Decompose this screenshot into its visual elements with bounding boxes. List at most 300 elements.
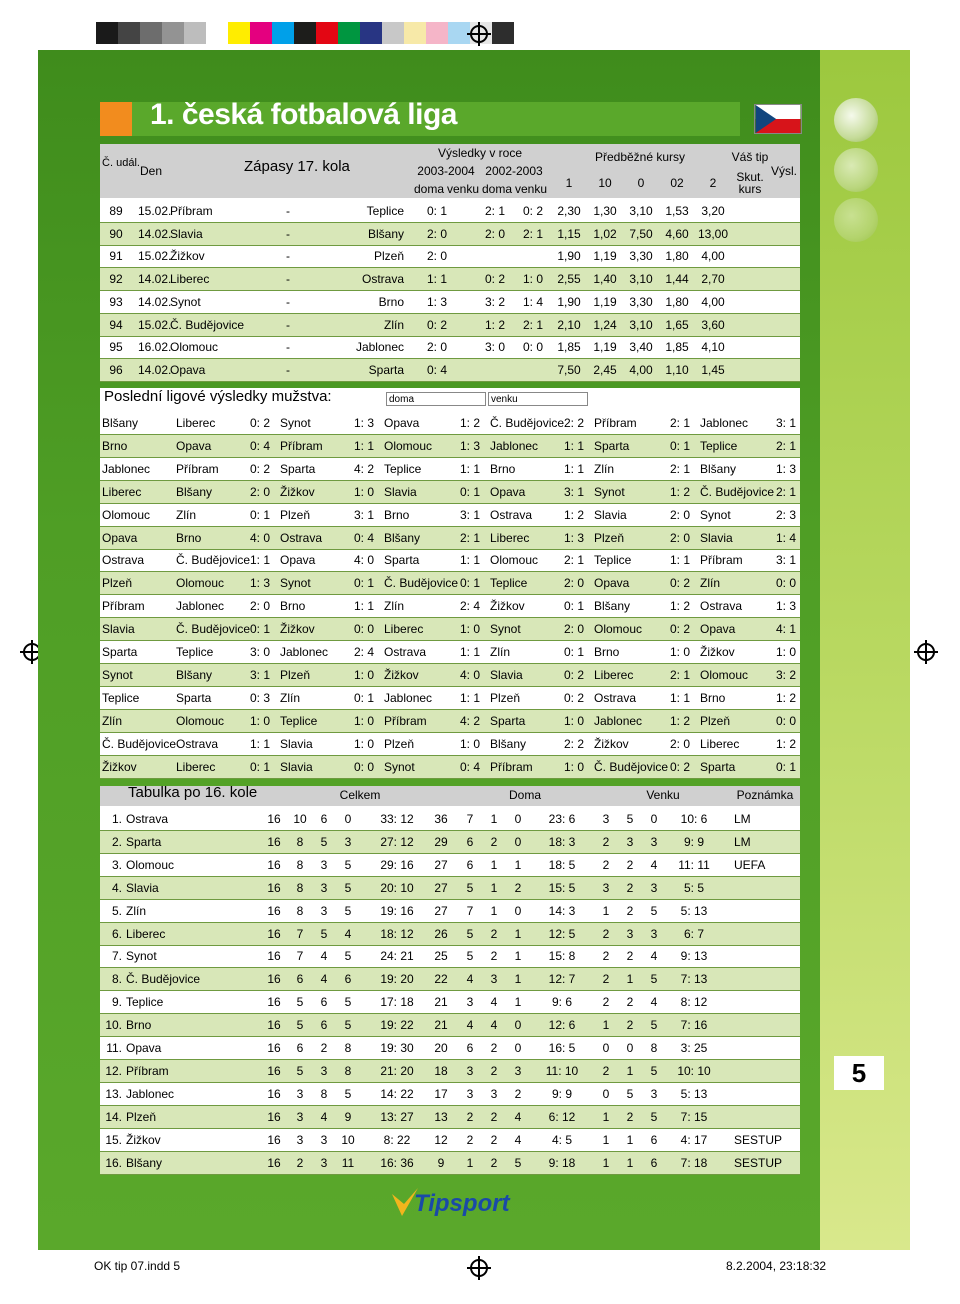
table-value: 5 [466, 949, 474, 964]
table-value: 2 [490, 1155, 498, 1170]
table-value: 4: 5 [551, 1132, 572, 1147]
table-value: 7: 15 [680, 1109, 708, 1124]
team-name: Slavia [126, 880, 159, 895]
header-vysledky: Výsledky v roce [437, 146, 523, 160]
opponent-name: Opava [280, 553, 316, 568]
table-value: 4 [650, 995, 658, 1010]
match-score: 3: 2 [775, 667, 796, 682]
table-value: 6: 7 [683, 926, 704, 941]
table-value: 16 [267, 972, 281, 987]
row-divider [100, 1128, 800, 1129]
match-score: 2: 0 [249, 484, 270, 499]
header-vas-tip: Váš tip [731, 150, 769, 164]
opponent-name: Olomouc [594, 622, 643, 637]
table-value: 5 [344, 1018, 352, 1033]
odds-o2: 4,00 [701, 249, 725, 264]
opponent-name: Slavia [280, 736, 313, 751]
team-name: Ostrava [102, 553, 145, 568]
match-score: 2: 2 [563, 416, 584, 430]
separator: - [286, 294, 290, 309]
odds-o10: 1,30 [593, 204, 617, 218]
opponent-name: Opava [384, 416, 420, 430]
table-value: 11 [341, 1155, 355, 1170]
result-home-0203: 0: 0 [522, 340, 543, 355]
row-divider [100, 290, 800, 291]
table-value: 19: 22 [380, 1018, 414, 1033]
match-number: 91 [109, 249, 123, 264]
opponent-name: Ostrava [176, 736, 219, 751]
home-team: Liberec [170, 272, 210, 287]
match-score: 1: 0 [353, 736, 374, 751]
table-value: 3 [296, 1086, 304, 1101]
odds-o0: 4,00 [629, 362, 653, 377]
table-value: 5: 13 [680, 903, 708, 918]
match-score: 2: 1 [669, 461, 690, 476]
odds-o0: 3,30 [629, 249, 653, 264]
opponent-name: Blšany [490, 736, 527, 751]
match-score: 1: 2 [563, 507, 584, 522]
table-value: 17 [434, 1086, 448, 1101]
home-team: Slavia [170, 226, 203, 241]
team-name: Plzeň [102, 576, 133, 591]
match-score: 2: 0 [563, 576, 584, 591]
match-number: 93 [109, 294, 123, 309]
table-value: 0 [514, 1041, 522, 1055]
table-value: 15: 8 [548, 949, 576, 964]
match-date: 14.02. [138, 294, 172, 309]
result-home-0304: 0: 2 [426, 317, 447, 332]
table-value: 2 [490, 926, 498, 941]
team-name: Opava [126, 1041, 162, 1055]
rank: 6. [111, 926, 122, 941]
opponent-name: Zlín [490, 645, 511, 659]
opponent-name: Plzeň [594, 530, 625, 545]
table-value: LM [734, 834, 751, 849]
row-divider [100, 686, 800, 687]
table-value: 5 [466, 926, 474, 941]
table-value: SESTUP [734, 1132, 783, 1147]
result-away-0304: 2: 0 [484, 226, 505, 241]
opponent-name: Žižkov [280, 622, 315, 637]
opponent-name: Plzeň [280, 667, 311, 682]
opponent-name: Slavia [384, 484, 417, 499]
table-value: 3 [650, 1086, 658, 1101]
team-name: Č. Budějovice [102, 736, 177, 751]
odds-o10: 1,02 [593, 226, 617, 241]
match-number: 95 [109, 340, 123, 355]
result-away-0304: 3: 2 [484, 294, 505, 309]
page-number: 5 [834, 1056, 884, 1090]
table-value: 29: 16 [380, 857, 414, 872]
result-home-0203: 2: 1 [522, 226, 543, 241]
opponent-name: Č. Budějovice [594, 759, 669, 774]
table-value: 36 [434, 812, 448, 826]
title-accent [100, 102, 132, 136]
match-score: 0: 2 [669, 759, 690, 774]
table-value: 5 [344, 1086, 352, 1101]
match-score: 2: 0 [669, 507, 690, 522]
table-value: 10 [293, 812, 307, 826]
opponent-name: Synot [384, 759, 415, 774]
table-value: 5 [626, 1086, 634, 1101]
result-home-0304: 1: 3 [426, 294, 447, 309]
match-score: 0: 1 [249, 622, 270, 637]
match-score: 3: 1 [775, 416, 796, 430]
result-home-0203: 1: 0 [522, 272, 543, 287]
table-value: 2 [490, 834, 498, 849]
table-value: 4 [650, 949, 658, 964]
table-value: 9: 9 [683, 834, 704, 849]
match-score: 0: 0 [353, 759, 374, 774]
match-score: 2: 4 [353, 645, 374, 659]
odds-o02: 1,44 [665, 272, 689, 287]
odds-o02: 1,80 [665, 294, 689, 309]
table-value: 2 [514, 880, 522, 895]
match-score: 1: 1 [459, 690, 480, 705]
opponent-name: Teplice [700, 438, 738, 453]
opponent-name: Č. Budějovice [700, 484, 775, 499]
home-team: Olomouc [170, 340, 219, 355]
odds-o1: 2,30 [557, 204, 581, 218]
table-value: 11: 11 [678, 857, 710, 872]
team-name: Blšany [126, 1155, 163, 1170]
home-team: Příbram [170, 204, 213, 218]
opponent-name: Opava [700, 622, 736, 637]
football-icon [834, 148, 878, 192]
match-score: 0: 1 [353, 690, 374, 705]
row-divider [100, 503, 800, 504]
opponent-name: Ostrava [384, 645, 427, 659]
table-value: 13: 27 [380, 1109, 414, 1124]
table-value: 3 [320, 1155, 328, 1170]
table-value: 2 [296, 1155, 304, 1170]
table-value: 1 [490, 812, 498, 826]
table-value: 18: 3 [548, 834, 576, 849]
row-divider [100, 945, 800, 946]
table-value: 11: 10 [545, 1063, 579, 1078]
result-home-0304: 0: 1 [426, 204, 447, 218]
table-value: 2 [602, 949, 610, 964]
opponent-name: Žižkov [594, 736, 629, 751]
table-value: 0 [514, 834, 522, 849]
row-divider [100, 336, 800, 337]
match-score: 2: 4 [459, 599, 480, 614]
opponent-name: Plzeň [700, 713, 731, 728]
team-name: Plzeň [126, 1109, 157, 1124]
team-name: Opava [102, 530, 138, 545]
table-value: 4 [514, 1109, 522, 1124]
rank: 3. [111, 857, 122, 872]
match-score: 3: 0 [249, 645, 270, 659]
result-home-0304: 1: 1 [426, 272, 447, 287]
table-value: 5 [320, 834, 328, 849]
table-value: 2 [490, 1063, 498, 1078]
opponent-name: Žižkov [384, 667, 419, 682]
table-value: 3 [466, 1086, 474, 1101]
recent-doma-label: doma [386, 392, 486, 406]
table-value: 5 [296, 1018, 304, 1033]
header-venku: Venku [646, 788, 680, 802]
table-value: 7: 16 [680, 1018, 708, 1033]
table-value: 2 [626, 949, 634, 964]
match-score: 2: 0 [669, 736, 690, 751]
table-value: 33: 12 [380, 812, 414, 826]
table-value: 16 [267, 1155, 281, 1170]
match-date: 14.02. [138, 362, 172, 377]
table-value: 1 [514, 857, 522, 872]
opponent-name: Jablonec [490, 438, 539, 453]
team-name: Blšany [102, 416, 139, 430]
table-value: 0 [514, 812, 522, 826]
match-score: 4: 0 [249, 530, 270, 545]
home-team: Č. Budějovice [170, 317, 245, 332]
odds-o0: 3,10 [629, 204, 653, 218]
row-divider [100, 640, 800, 641]
opponent-name: Blšany [384, 530, 421, 545]
opponent-name: Příbram [490, 759, 533, 774]
opponent-name: Teplice [384, 461, 422, 476]
team-name: Žižkov [102, 759, 137, 774]
table-value: 9: 18 [548, 1155, 576, 1170]
odds-o2: 3,60 [701, 317, 725, 332]
table-value: 16: 36 [380, 1155, 414, 1170]
match-score: 0: 1 [353, 576, 374, 591]
table-value: 3 [320, 857, 328, 872]
table-value: 8 [650, 1041, 658, 1055]
table-value: 9: 6 [551, 995, 572, 1010]
match-score: 0: 3 [249, 690, 270, 705]
opponent-name: Brno [384, 507, 410, 522]
table-value: 3 [514, 1063, 522, 1078]
match-date: 15.02. [138, 317, 172, 332]
header-kurs-k0: 0 [637, 176, 645, 190]
header-kurs-k02: 02 [670, 176, 684, 190]
opponent-name: Žižkov [700, 645, 735, 659]
table-value: 12: 7 [548, 972, 576, 987]
table-value: 12: 5 [548, 926, 576, 941]
odds-o0: 3,10 [629, 272, 653, 287]
match-score: 3: 1 [249, 667, 270, 682]
odds-o1: 1,85 [557, 340, 581, 355]
odds-o10: 2,45 [593, 362, 617, 377]
team-name: Teplice [126, 995, 164, 1010]
opponent-name: Liberec [384, 622, 424, 637]
match-score: 2: 0 [669, 530, 690, 545]
row-divider [100, 1082, 800, 1083]
opponent-name: Blšany [700, 461, 737, 476]
table-value: 7 [466, 812, 474, 826]
team-name: Sparta [102, 645, 138, 659]
opponent-name: Sparta [594, 438, 630, 453]
match-score: 2: 1 [775, 484, 796, 499]
team-name: Zlín [126, 903, 147, 918]
odds-o1: 1,90 [557, 249, 581, 264]
table-value: 1 [602, 903, 610, 918]
league-title: Tabulka po 16. kole [128, 784, 258, 801]
table-value: 2 [626, 857, 634, 872]
opponent-name: Ostrava [490, 507, 533, 522]
opponent-name: Brno [280, 599, 306, 614]
odds-o0: 3,10 [629, 317, 653, 332]
table-value: 4 [320, 972, 328, 987]
table-value: 16 [267, 880, 281, 895]
away-team: Teplice [366, 204, 404, 218]
table-value: 1 [602, 1109, 610, 1124]
odds-o02: 1,10 [665, 362, 689, 377]
opponent-name: Olomouc [490, 553, 539, 568]
opponent-name: Synot [490, 622, 521, 637]
table-value: 2 [626, 995, 634, 1010]
opponent-name: Sparta [280, 461, 316, 476]
row-divider [100, 778, 800, 779]
table-value: 9: 13 [680, 949, 708, 964]
match-score: 1: 3 [563, 530, 584, 545]
table-value: 16 [267, 834, 281, 849]
table-value: 9 [344, 1109, 352, 1124]
match-date: 16.02. [138, 340, 172, 355]
header-poznamka: Poznámka [736, 788, 794, 802]
table-value: 3 [490, 1086, 498, 1101]
match-score: 4: 2 [353, 461, 374, 476]
match-score: 2: 1 [563, 553, 584, 568]
table-value: 27 [434, 857, 448, 872]
table-value: 27 [434, 903, 448, 918]
table-value: 6 [296, 972, 304, 987]
opponent-name: Zlín [384, 599, 405, 614]
match-score: 2: 1 [459, 530, 480, 545]
rank: 12. [105, 1063, 122, 1078]
table-value: 2 [490, 1041, 498, 1055]
row-divider [100, 594, 800, 595]
result-home-0203: 2: 1 [522, 317, 543, 332]
odds-o1: 1,90 [557, 294, 581, 309]
rank: 2. [111, 834, 122, 849]
table-value: 1 [514, 926, 522, 941]
match-score: 2: 2 [563, 736, 584, 751]
table-value: 4 [466, 1018, 474, 1033]
table-value: 5 [514, 1155, 522, 1170]
opponent-name: Zlín [594, 461, 615, 476]
table-value: 0 [344, 812, 352, 826]
header-kurs-k1: 1 [565, 176, 573, 190]
table-value: 3 [626, 834, 634, 849]
table-value: 2 [490, 949, 498, 964]
opponent-name: Brno [490, 461, 516, 476]
table-value: 2 [514, 1086, 522, 1101]
opponent-name: Teplice [490, 576, 528, 591]
team-name: Brno [102, 438, 128, 453]
table-value: 5 [650, 1063, 658, 1078]
table-value: 3 [296, 1132, 304, 1147]
table-value: 5 [320, 926, 328, 941]
header-celkem: Celkem [339, 788, 381, 802]
table-value: 21 [434, 995, 448, 1010]
table-value: 2 [602, 1063, 610, 1078]
match-date: 15.02. [138, 249, 172, 264]
match-score: 4: 2 [459, 713, 480, 728]
opponent-name: Plzeň [384, 736, 415, 751]
table-value: 3 [320, 1063, 328, 1078]
match-score: 1: 0 [249, 713, 270, 728]
match-score: 1: 1 [563, 438, 584, 453]
opponent-name: Sparta [490, 713, 526, 728]
opponent-name: Opava [594, 576, 630, 591]
table-value: 9 [437, 1155, 445, 1170]
result-home-0304: 2: 0 [426, 249, 447, 264]
match-score: 2: 0 [249, 599, 270, 614]
opponent-name: Olomouc [384, 438, 433, 453]
opponent-name: Jablonec [700, 416, 749, 430]
table-value: 5 [650, 1109, 658, 1124]
match-score: 2: 1 [669, 416, 690, 430]
odds-o1: 2,10 [557, 317, 581, 332]
table-value: 18: 12 [380, 926, 414, 941]
opponent-name: Zlín [700, 576, 721, 591]
result-away-0304: 3: 0 [484, 340, 505, 355]
odds-o1: 1,15 [557, 226, 581, 241]
match-score: 1: 1 [563, 461, 584, 476]
opponent-name: Příbram [594, 416, 637, 430]
opponent-name: Sparta [384, 553, 420, 568]
odds-o0: 3,40 [629, 340, 653, 355]
match-score: 0: 4 [353, 530, 374, 545]
opponent-name: Č. Budějovice [176, 553, 251, 568]
opponent-name: Zlín [176, 507, 197, 522]
table-value: 8 [296, 857, 304, 872]
table-value: 2 [602, 834, 610, 849]
table-value: 18 [434, 1063, 448, 1078]
match-score: 1: 0 [563, 759, 584, 774]
match-score: 0: 4 [459, 759, 480, 774]
table-value: 1 [490, 903, 498, 918]
odds-o2: 4,00 [701, 294, 725, 309]
opponent-name: Synot [280, 576, 311, 591]
table-value: 1 [514, 949, 522, 964]
separator: - [286, 362, 290, 377]
header-zapasy: Zápasy 17. kola [244, 158, 350, 175]
opponent-name: Plzeň [490, 690, 521, 705]
match-score: 1: 0 [353, 667, 374, 682]
header-doma: Doma [508, 788, 541, 802]
header-y2: 2002-2003 [485, 164, 543, 178]
table-value: 5 [344, 880, 352, 895]
row-divider [100, 899, 800, 900]
table-value: 19: 20 [380, 972, 414, 987]
opponent-name: Sparta [176, 690, 212, 705]
row-divider [100, 457, 800, 458]
opponent-name: Č. Budějovice [176, 622, 251, 637]
table-value: 8 [296, 903, 304, 918]
table-value: 2 [626, 1018, 634, 1033]
opponent-name: Příbram [280, 438, 323, 453]
row-divider [100, 990, 800, 991]
table-value: 0 [514, 903, 522, 918]
table-value: UEFA [734, 857, 766, 872]
rank: 7. [111, 949, 122, 964]
row-divider [100, 732, 800, 733]
odds-o10: 1,40 [593, 272, 617, 287]
table-value: 5 [344, 903, 352, 918]
separator: - [286, 317, 290, 332]
table-value: 15: 5 [548, 880, 576, 895]
table-value: 20 [434, 1041, 448, 1055]
match-score: 1: 4 [775, 530, 796, 545]
footer-file: OK tip 07.indd 5 [94, 1259, 181, 1273]
table-value: 4 [320, 949, 328, 964]
match-score: 1: 0 [459, 622, 480, 637]
table-value: 16: 5 [548, 1041, 576, 1055]
header-c-udal: Č. udál. [102, 157, 140, 169]
